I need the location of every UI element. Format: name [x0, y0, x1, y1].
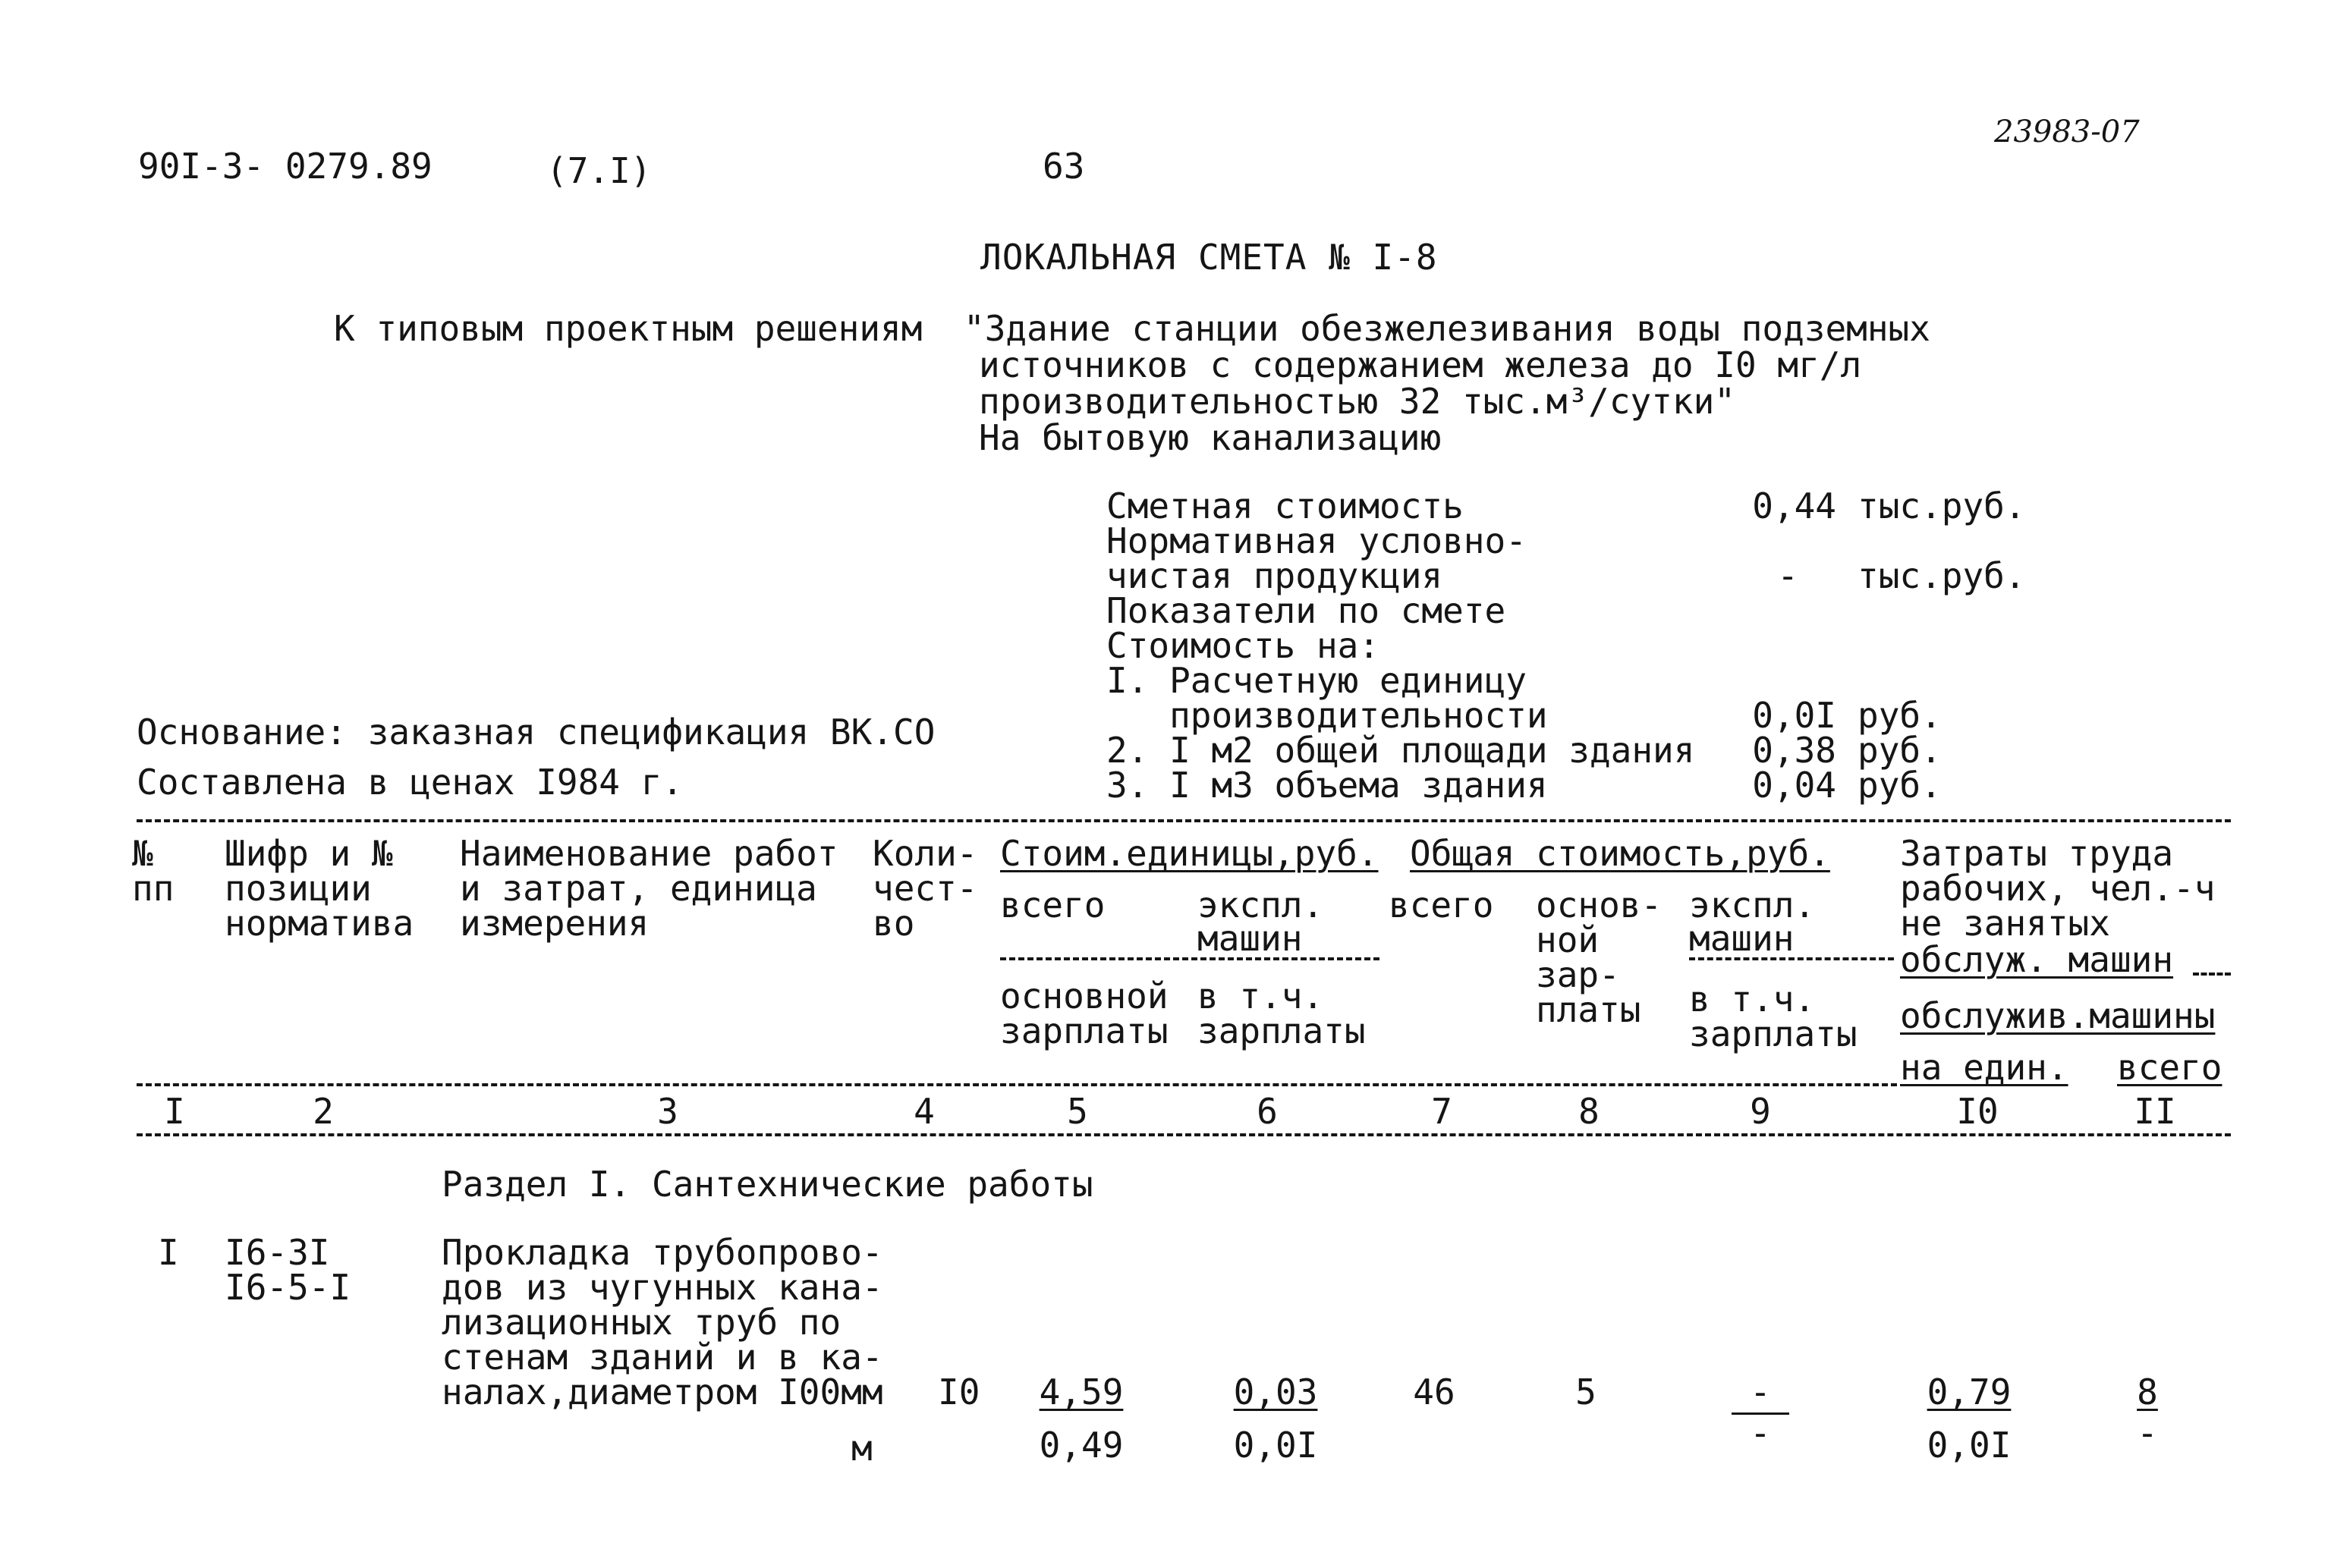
column-number: 6 [1257, 1091, 1278, 1132]
hdr-qty: чест- [873, 868, 978, 909]
summary-unit: тыс.руб. [1858, 555, 2026, 596]
hdr-col9-top: машин [1689, 918, 1795, 959]
hdr-col11: всего [2117, 1047, 2222, 1088]
hdr-qty: во [873, 903, 915, 944]
hdr-col6-bottom: в т.ч. [1197, 976, 1324, 1017]
row-unit-machine: 0,03 [1233, 1372, 1318, 1412]
header-bottom-rule [137, 1083, 1897, 1086]
hdr-col9-bottom: зарплаты [1689, 1013, 1858, 1054]
hdr-col5-top: всего [1000, 885, 1106, 925]
inventory-number: 23983-07 [1994, 115, 2140, 149]
summary-unit: руб. [1858, 765, 1942, 806]
header-subrule [1689, 957, 1894, 960]
compiled-text: Составлена в ценах I984 г. [137, 762, 684, 803]
summary-value: - [1777, 555, 1798, 596]
hdr-col8: платы [1536, 989, 1641, 1030]
row-name-line: лизационных труб по [442, 1302, 841, 1343]
row-total-wage: 5 [1575, 1372, 1596, 1412]
summary-value: 0,0I [1752, 695, 1836, 736]
project-prefix: К типовым проектным решениям [334, 308, 923, 349]
column-number: 5 [1067, 1091, 1088, 1132]
row-code: I6-3I [225, 1232, 330, 1273]
hdr-qty: Коли- [873, 833, 978, 874]
summary-line: 3. I м3 объема здания [1106, 765, 1548, 806]
hdr-total-cost-group: Общая стоимость,руб. [1410, 833, 1830, 874]
column-number: 7 [1431, 1091, 1452, 1132]
column-number: I [164, 1091, 185, 1132]
hdr-col10: на един. [1900, 1047, 2068, 1088]
summary-line: Стоимость на: [1106, 625, 1380, 666]
hdr-col5-bottom: основной [1000, 976, 1169, 1017]
row-unit-machine-wage: 0,0I [1233, 1425, 1318, 1466]
project-line: "Здание станции обезжелезивания воды подземных [964, 308, 1930, 349]
hdr-code: Шифр и № [225, 833, 393, 874]
row-total-cost: 46 [1413, 1372, 1455, 1412]
summary-unit: тыс.руб. [1858, 485, 2026, 526]
hdr-col9-top: экспл. [1689, 885, 1816, 925]
row-total-machine-wage: - [1750, 1412, 1771, 1453]
row-labor-total-machine: - [2137, 1412, 2158, 1453]
hdr-col6-bottom: зарплаты [1197, 1010, 1366, 1051]
document-code: 90I-3- 0279.89 [138, 146, 433, 187]
hdr-name: измерения [460, 903, 650, 944]
page-number: 63 [1043, 146, 1085, 187]
summary-value: 0,04 [1752, 765, 1836, 806]
project-line: источников с содержанием железа до I0 мг/л [979, 344, 1862, 385]
row-unit-cost-total: 4,59 [1039, 1372, 1124, 1412]
hdr-name: и затрат, единица [460, 868, 817, 909]
project-line: производительностью 32 тыс.м³/сутки" [979, 381, 1735, 422]
row-unit: м [851, 1428, 873, 1469]
row-qty: I0 [938, 1372, 980, 1412]
summary-line: чистая продукция [1106, 555, 1443, 596]
hdr-labor-sub: обслуж. машин [1900, 939, 2174, 980]
hdr-num: № [132, 833, 153, 874]
album-number: (7.I) [546, 150, 652, 191]
hdr-col8: ной [1536, 919, 1600, 960]
column-number: I0 [1956, 1091, 1999, 1132]
summary-value: 0,38 [1752, 730, 1836, 771]
row-labor-per-unit: 0,79 [1927, 1372, 2012, 1412]
summary-unit: руб. [1858, 730, 1942, 771]
summary-line: I. Расчетную единицу [1106, 660, 1527, 701]
column-number: 9 [1750, 1091, 1771, 1132]
column-number: 3 [657, 1091, 678, 1132]
hdr-col6-top: машин [1197, 918, 1303, 959]
summary-line: 2. I м2 общей площади здания [1106, 730, 1695, 771]
row-name-line: дов из чугунных кана- [442, 1267, 883, 1308]
hdr-code: норматива [225, 903, 414, 944]
row-total-machine: - [1750, 1372, 1771, 1412]
section-title: Раздел I. Сантехнические работы [442, 1164, 1093, 1205]
hdr-labor-sub: обслужив.машины [1900, 995, 2216, 1036]
document-title: ЛОКАЛЬНАЯ СМЕТА № I-8 [980, 237, 1438, 278]
hdr-col8: зар- [1536, 954, 1620, 995]
summary-unit: руб. [1858, 695, 1942, 736]
hdr-labor-group: рабочих, чел.-ч [1900, 868, 2216, 909]
column-number: 4 [914, 1091, 935, 1132]
hdr-col5-bottom: зарплаты [1000, 1010, 1169, 1051]
summary-value: 0,44 [1752, 485, 1836, 526]
hdr-col9-bottom: в т.ч. [1689, 979, 1816, 1020]
header-subrule [2193, 973, 2231, 976]
summary-line: Сметная стоимость [1106, 485, 1464, 526]
hdr-col6-top: экспл. [1197, 885, 1324, 925]
hdr-labor-group: Затраты труда [1900, 833, 2174, 874]
column-number: 8 [1578, 1091, 1600, 1132]
table-top-rule [137, 819, 2231, 822]
row-name-line: налах,диаметром I00мм [442, 1372, 883, 1412]
row-code: I6-5-I [225, 1267, 351, 1308]
hdr-num: пп [132, 868, 175, 909]
row-number: I [158, 1232, 179, 1273]
row-unit-cost-wage: 0,49 [1039, 1425, 1124, 1466]
summary-line: Показатели по смете [1106, 590, 1506, 631]
row-labor-total: 8 [2137, 1372, 2158, 1412]
summary-line: производительности [1106, 695, 1548, 736]
column-numbers-rule [137, 1133, 2231, 1136]
hdr-labor-group: не занятых [1900, 903, 2110, 944]
column-number: 2 [313, 1091, 334, 1132]
hdr-name: Наименование работ [460, 833, 838, 874]
row-labor-per-unit-machine: 0,0I [1927, 1425, 2012, 1466]
summary-line: Нормативная условно- [1106, 520, 1527, 561]
hdr-col7: всего [1389, 885, 1494, 925]
row-name-line: Прокладка трубопрово- [442, 1232, 883, 1273]
basis-text: Основание: заказная спецификация ВК.СО [137, 712, 936, 753]
row-name-line: стенам зданий и в ка- [442, 1337, 883, 1378]
column-number: II [2134, 1091, 2176, 1132]
hdr-col8: основ- [1536, 885, 1663, 925]
project-line: На бытовую канализацию [979, 417, 1442, 458]
hdr-unit-cost-group: Стоим.единицы,руб. [1000, 833, 1379, 874]
header-subrule [1000, 957, 1379, 960]
hdr-code: позиции [225, 868, 372, 909]
